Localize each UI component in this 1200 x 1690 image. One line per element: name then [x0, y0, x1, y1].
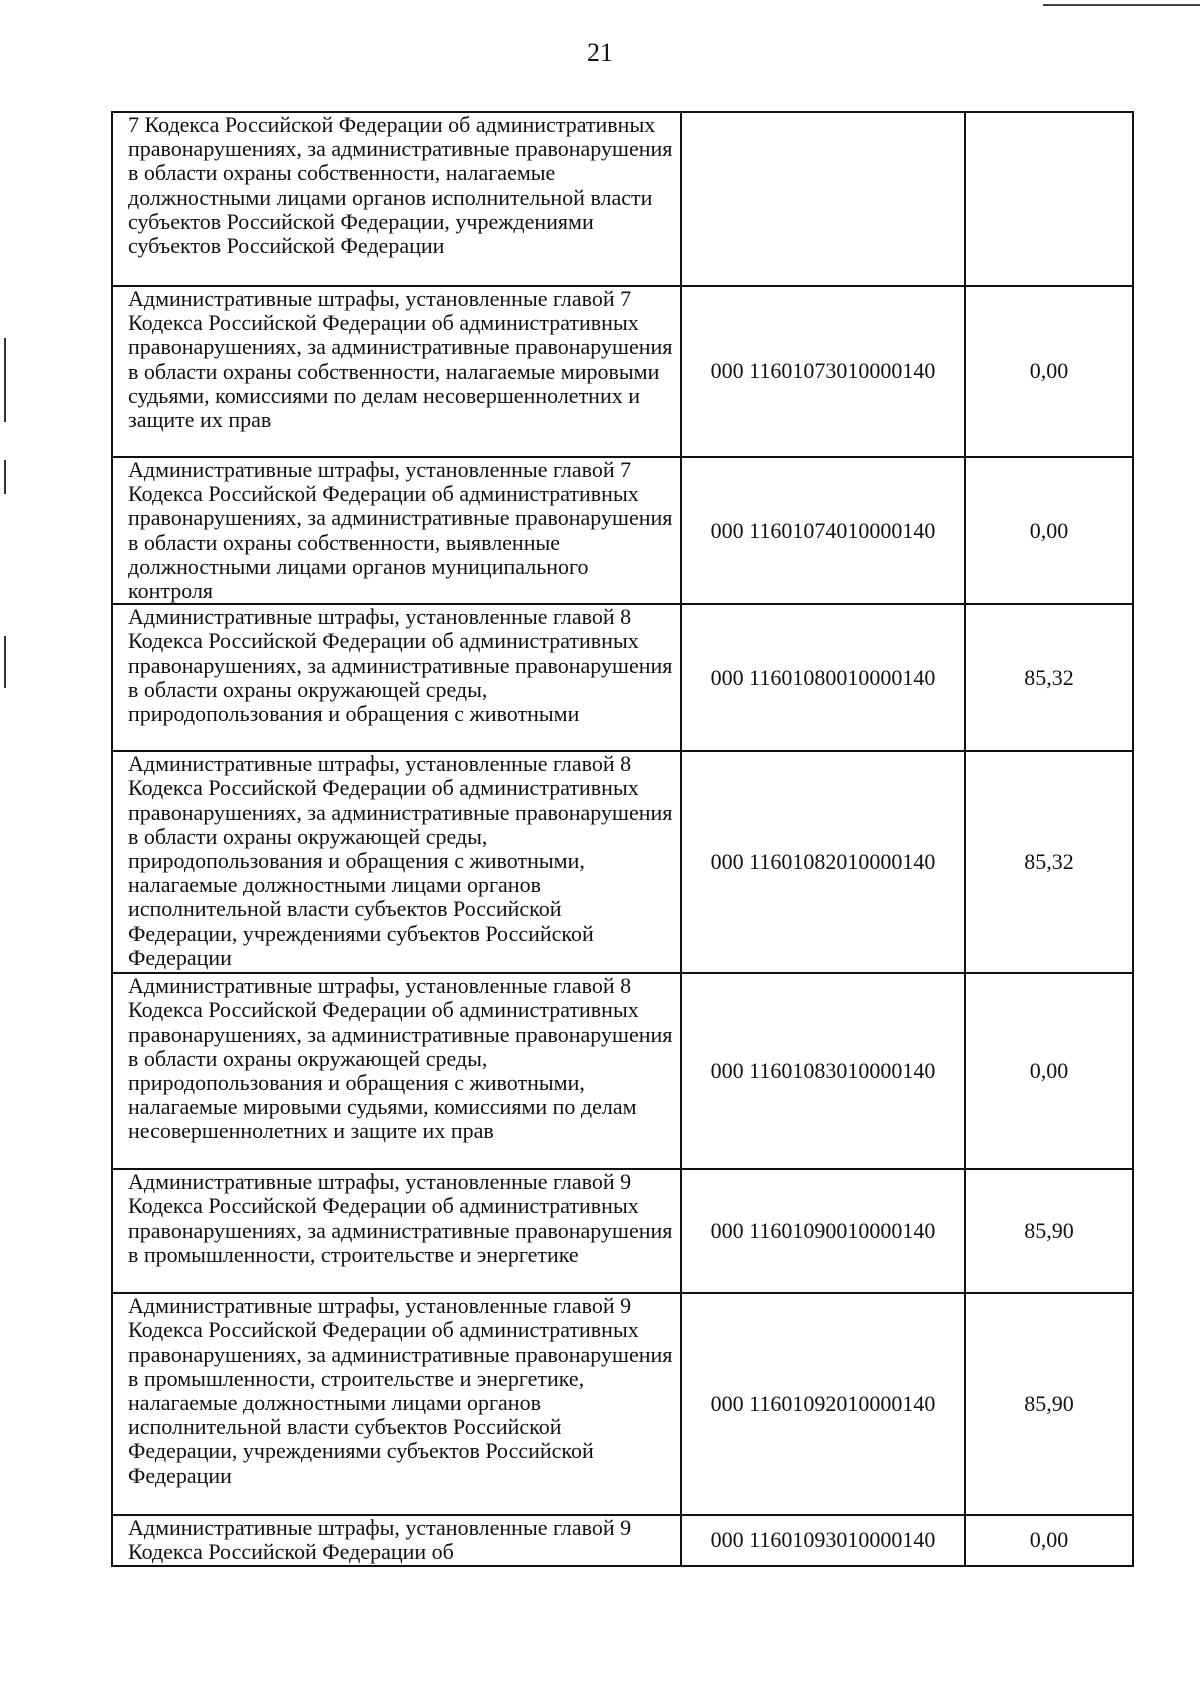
- fines-table: [111, 111, 1134, 1567]
- table-row: [112, 1515, 1133, 1565]
- row-description: 7 Кодекса Российской Федерации об административных правонарушениях, за административные правонарушения в области охраны собственности, налагаемые должностными лицами органов исполнительной власти субъектов Российской Федерации, учреждениями субъектов Российской Федерации: [112, 112, 681, 286]
- table-row: [112, 973, 1133, 1169]
- row-value: 85,90: [965, 1169, 1133, 1293]
- row-description: Административные штрафы, установленные главой 9 Кодекса Российской Федерации об: [112, 1515, 681, 1565]
- margin-mark: [4, 338, 6, 422]
- row-code: 000 11601093010000140: [681, 1515, 965, 1565]
- page-number: 21: [587, 38, 613, 67]
- row-code: 000 11601083010000140: [681, 973, 965, 1169]
- row-value: [965, 112, 1133, 286]
- table-row: [112, 751, 1133, 973]
- row-description: Административные штрафы, установленные главой 8 Кодекса Российской Федерации об административных правонарушениях, за административные правонарушения в области охраны окружающей среды, природопользования и обращения с животными, налагаемые мировыми судьями, комиссиями по делам несовершеннолетних и защите их прав: [112, 973, 681, 1169]
- table-row: [112, 457, 1133, 604]
- row-value: 0,00: [965, 973, 1133, 1169]
- row-value: 85,32: [965, 751, 1133, 973]
- row-description: Административные штрафы, установленные главой 7 Кодекса Российской Федерации об административных правонарушениях, за административные правонарушения в области охраны собственности, выявленные должностными лицами органов муниципального контроля: [112, 457, 681, 604]
- row-description: Административные штрафы, установленные главой 8 Кодекса Российской Федерации об административных правонарушениях, за административные правонарушения в области охраны окружающей среды, природопользования и обращения с животными, налагаемые должностными лицами органов исполнительной власти субъектов Российской Федерации, учреждениями субъектов Российской Федерации: [112, 751, 681, 973]
- row-description: Административные штрафы, установленные главой 7 Кодекса Российской Федерации об административных правонарушениях, за административные правонарушения в области охраны собственности, налагаемые мировыми судьями, комиссиями по делам несовершеннолетних и защите их прав: [112, 286, 681, 457]
- row-value: 0,00: [965, 286, 1133, 457]
- table-row: [112, 112, 1133, 286]
- header-rule: [1043, 4, 1200, 6]
- row-code: 000 11601080010000140: [681, 604, 965, 751]
- margin-mark: [4, 460, 6, 494]
- row-code: 000 11601074010000140: [681, 457, 965, 604]
- row-value: 85,90: [965, 1293, 1133, 1515]
- row-description: Административные штрафы, установленные главой 9 Кодекса Российской Федерации об административных правонарушениях, за административные правонарушения в промышленности, строительстве и энергетике, налагаемые должностными лицами органов исполнительной власти субъектов Российской Федерации, учреждениями субъектов Российской Федерации: [112, 1293, 681, 1515]
- margin-mark: [4, 636, 6, 688]
- row-code: 000 11601082010000140: [681, 751, 965, 973]
- row-description: Административные штрафы, установленные главой 8 Кодекса Российской Федерации об административных правонарушениях, за административные правонарушения в области охраны окружающей среды, природопользования и обращения с животными: [112, 604, 681, 751]
- table-row: [112, 1293, 1133, 1515]
- row-description: Административные штрафы, установленные главой 9 Кодекса Российской Федерации об административных правонарушениях, за административные правонарушения в промышленности, строительстве и энергетике: [112, 1169, 681, 1293]
- row-code: 000 11601090010000140: [681, 1169, 965, 1293]
- row-code: 000 11601073010000140: [681, 286, 965, 457]
- table-row: [112, 1169, 1133, 1293]
- table-row: [112, 286, 1133, 457]
- row-code: [681, 112, 965, 286]
- row-code: 000 11601092010000140: [681, 1293, 965, 1515]
- table-row: [112, 604, 1133, 751]
- row-value: 0,00: [965, 1515, 1133, 1565]
- row-value: 0,00: [965, 457, 1133, 604]
- row-value: 85,32: [965, 604, 1133, 751]
